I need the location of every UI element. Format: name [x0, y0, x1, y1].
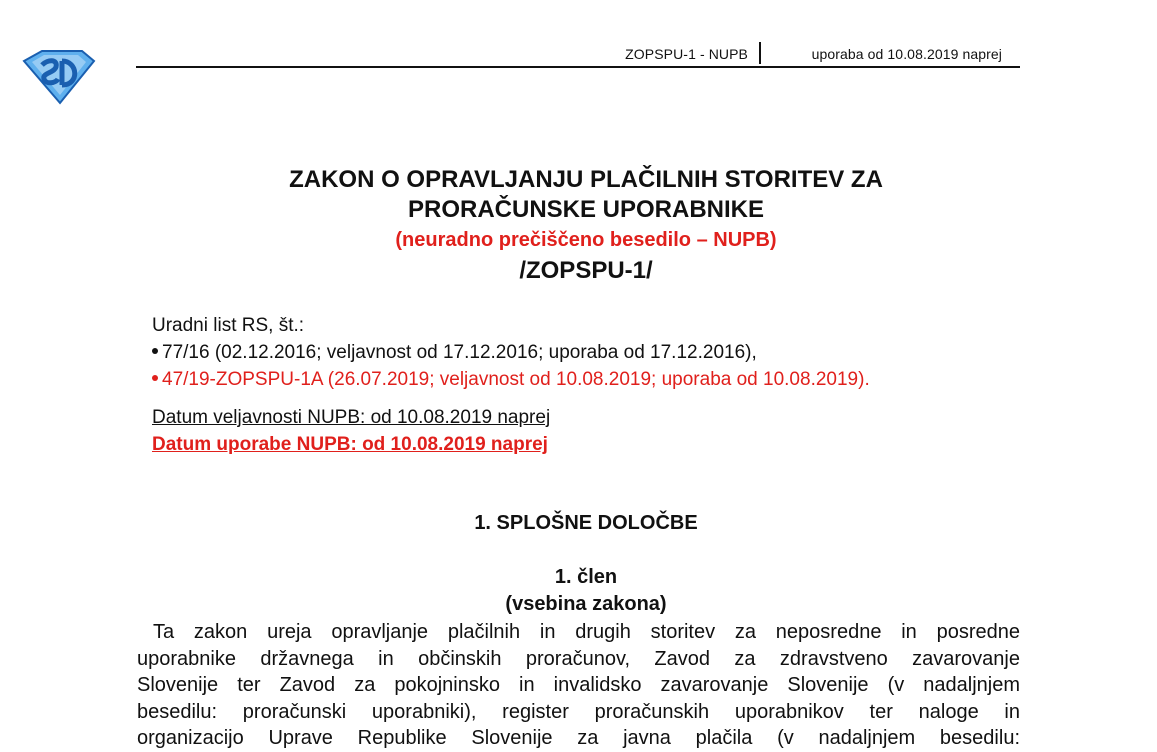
gazette-entry-text: 47/19-ZOPSPU-1A (26.07.2019; veljavnost od 10.08.2019; uporaba od 10.08.2019). [162, 369, 870, 390]
article-subject: (vsebina zakona) [505, 593, 667, 615]
article-number: 1. člen [554, 566, 618, 588]
validity-date: Datum veljavnosti NUPB: od 10.08.2019 naprej [152, 407, 551, 428]
consolidated-text-note: (neuradno prečiščeno besedilo – NUPB) [395, 229, 777, 251]
header-document-code: ZOPSPU-1 - NUPB [625, 46, 748, 62]
law-title-line-2: PRORAČUNSKE UPORABNIKE [407, 196, 765, 223]
law-title-line-1: ZAKON O OPRAVLJANJU PLAČILNIH STORITEV ZA [289, 166, 883, 193]
header-usage-date: uporaba od 10.08.2019 naprej [811, 46, 1002, 62]
header-divider [759, 42, 761, 64]
gazette-entry [152, 342, 757, 364]
article-line: Slovenije ter Zavod za pokojninsko in invalidsko zavarovanje Slovenije (v nadaljnjem [137, 674, 1020, 696]
article-line: besedilu: proračunski uporabniki), register proračunskih uporabnikov ter naloge in [137, 700, 1020, 723]
article-line: Ta zakon ureja opravljanje plačilnih in drugih storitev za neposredne in posredne [153, 621, 1020, 643]
section-heading: 1. SPLOŠNE DOLOČBE [474, 512, 698, 534]
gazette-entry-text: 77/16 (02.12.2016; veljavnost od 17.12.2016; uporaba od 17.12.2016), [162, 342, 757, 363]
article-body [137, 619, 1020, 752]
law-abbreviation: /ZOPSPU-1/ [519, 257, 653, 284]
article-line: uporabnike državnega in občinskih proračunov, Zavod za zdravstveno zavarovanje [137, 647, 1020, 670]
gazette-label: Uradni list RS, št.: [152, 315, 305, 336]
bullet-icon [152, 348, 158, 354]
usage-date: Datum uporabe NUPB: od 10.08.2019 naprej [152, 434, 548, 455]
publisher-logo-icon [22, 47, 96, 105]
bullet-icon [152, 375, 158, 381]
gazette-entry-amendment [152, 369, 870, 391]
article-line: organizacijo Uprave Republike Slovenije za javna plačila (v nadaljnjem besedilu: [137, 727, 1020, 749]
running-header [136, 42, 1020, 68]
